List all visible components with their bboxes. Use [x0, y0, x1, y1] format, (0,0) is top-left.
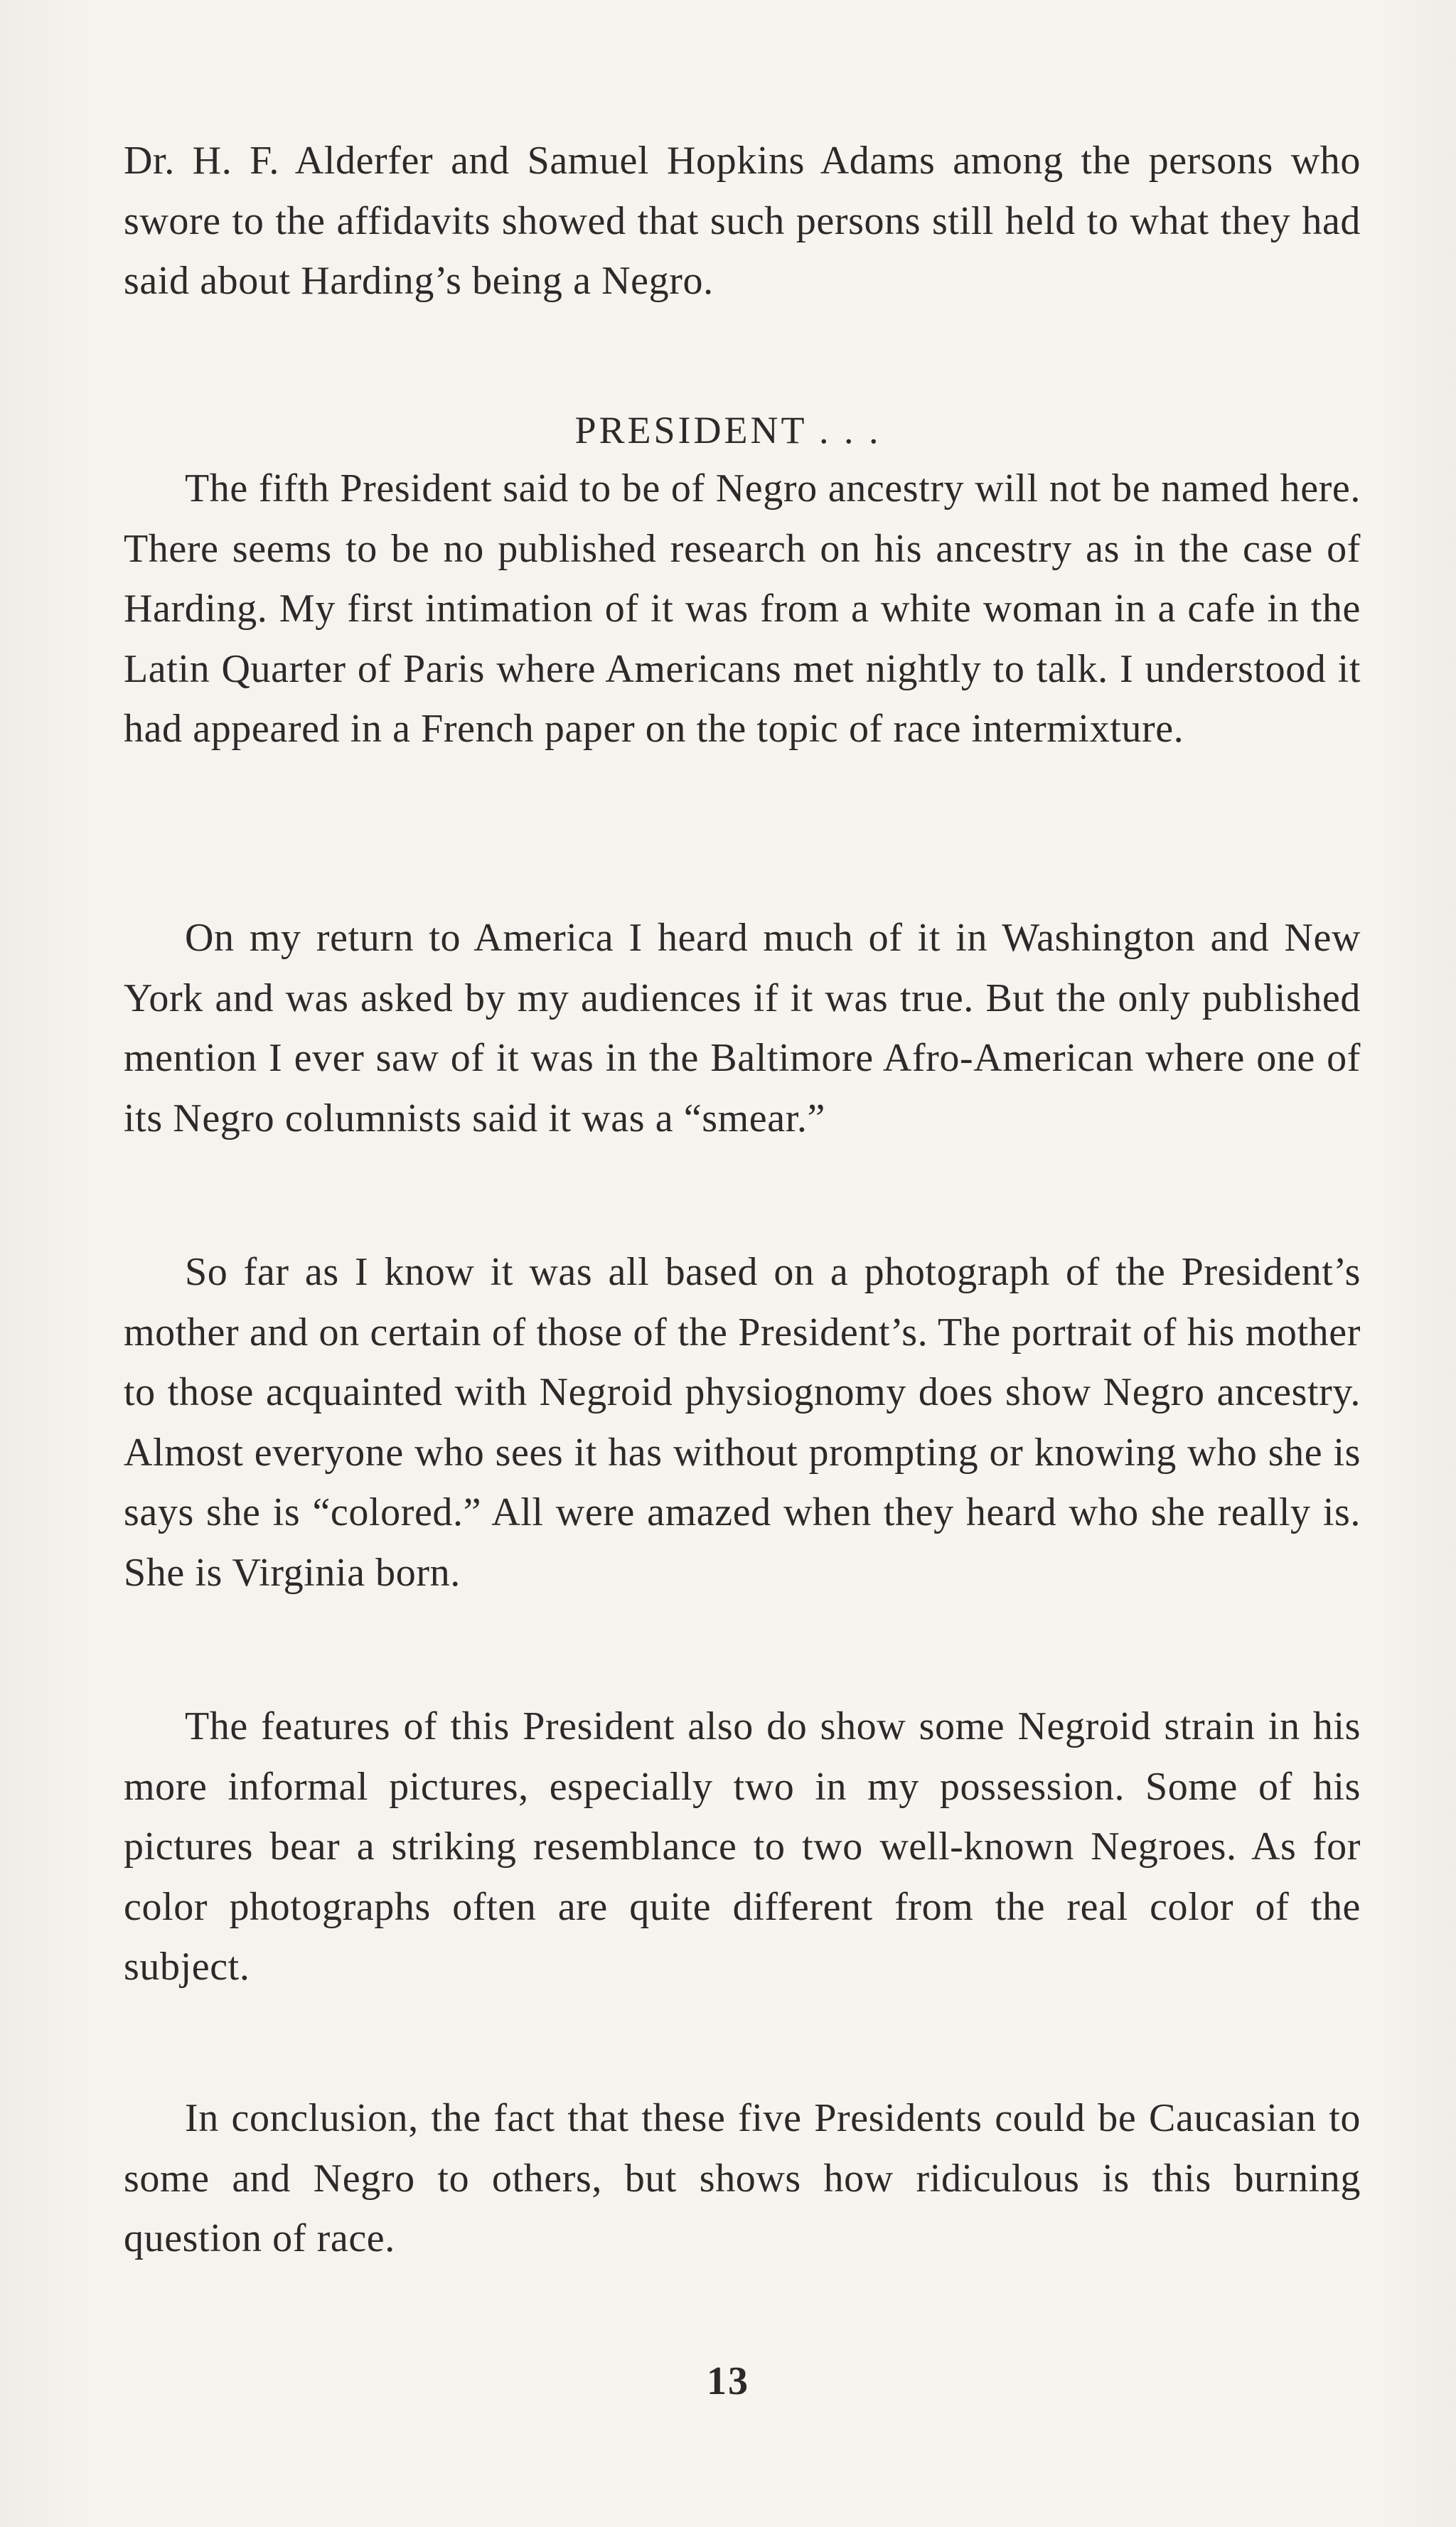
paragraph-return-to-america: On my return to America I heard much of it in Washington and New York and was asked by my audiences if it was true. But the only published mention I ever saw of it was in the Baltimore Afro-American where one of its Negro columnists said it was a “smear.”	[124, 916, 1361, 1140]
paragraph-conclusion: In conclusion, the fact that these five Presidents could be Caucasian to some and Negro to others, but shows how ridiculous is this burning question of race.	[124, 2096, 1361, 2260]
paragraph-block-2	[124, 459, 1361, 759]
paragraph-features-president: The features of this President also do show some Negroid strain in his more informal pictures, especially two in my possession. Some of his pictures bear a striking resemblance to two well-known Negroes. As for color photographs often are quite different from the real color of the subject.	[124, 1704, 1361, 1989]
paragraph-alderfer-adams: Dr. H. F. Alderfer and Samuel Hopkins Adams among the persons who swore to the affidavits showed that such persons still held to what they had said about Harding’s being a Negro.	[124, 139, 1361, 303]
section-heading-president: PRESIDENT . . .	[574, 409, 882, 452]
paragraph-block-4	[124, 1242, 1361, 1603]
paragraph-block-1	[124, 131, 1361, 311]
paragraph-block-3	[124, 908, 1361, 1148]
paragraph-block-5	[124, 1697, 1361, 1997]
paragraph-photograph-mother: So far as I know it was all based on a photograph of the President’s mother and on certain of those of the President’s. The portrait of his mother to those acquainted with Negroid physiognomy does show Negro ancestry. Almost everyone who sees it has without prompting or knowing who she is says she is “colored.” All were amazed when they heard who she really is. She is Virginia born.	[124, 1250, 1361, 1595]
paragraph-fifth-president: The fifth President said to be of Negro ancestry will not be named here. There seems to be no published research on his ancestry as in the case of Harding. My first intimation of it was from a white woman in a cafe in the Latin Quarter of Paris where Americans met nightly to talk. I understood it had appeared in a French paper on the topic of race intermixture.	[124, 466, 1361, 751]
page-number: 13	[707, 2359, 749, 2403]
paragraph-block-6	[124, 2088, 1361, 2269]
